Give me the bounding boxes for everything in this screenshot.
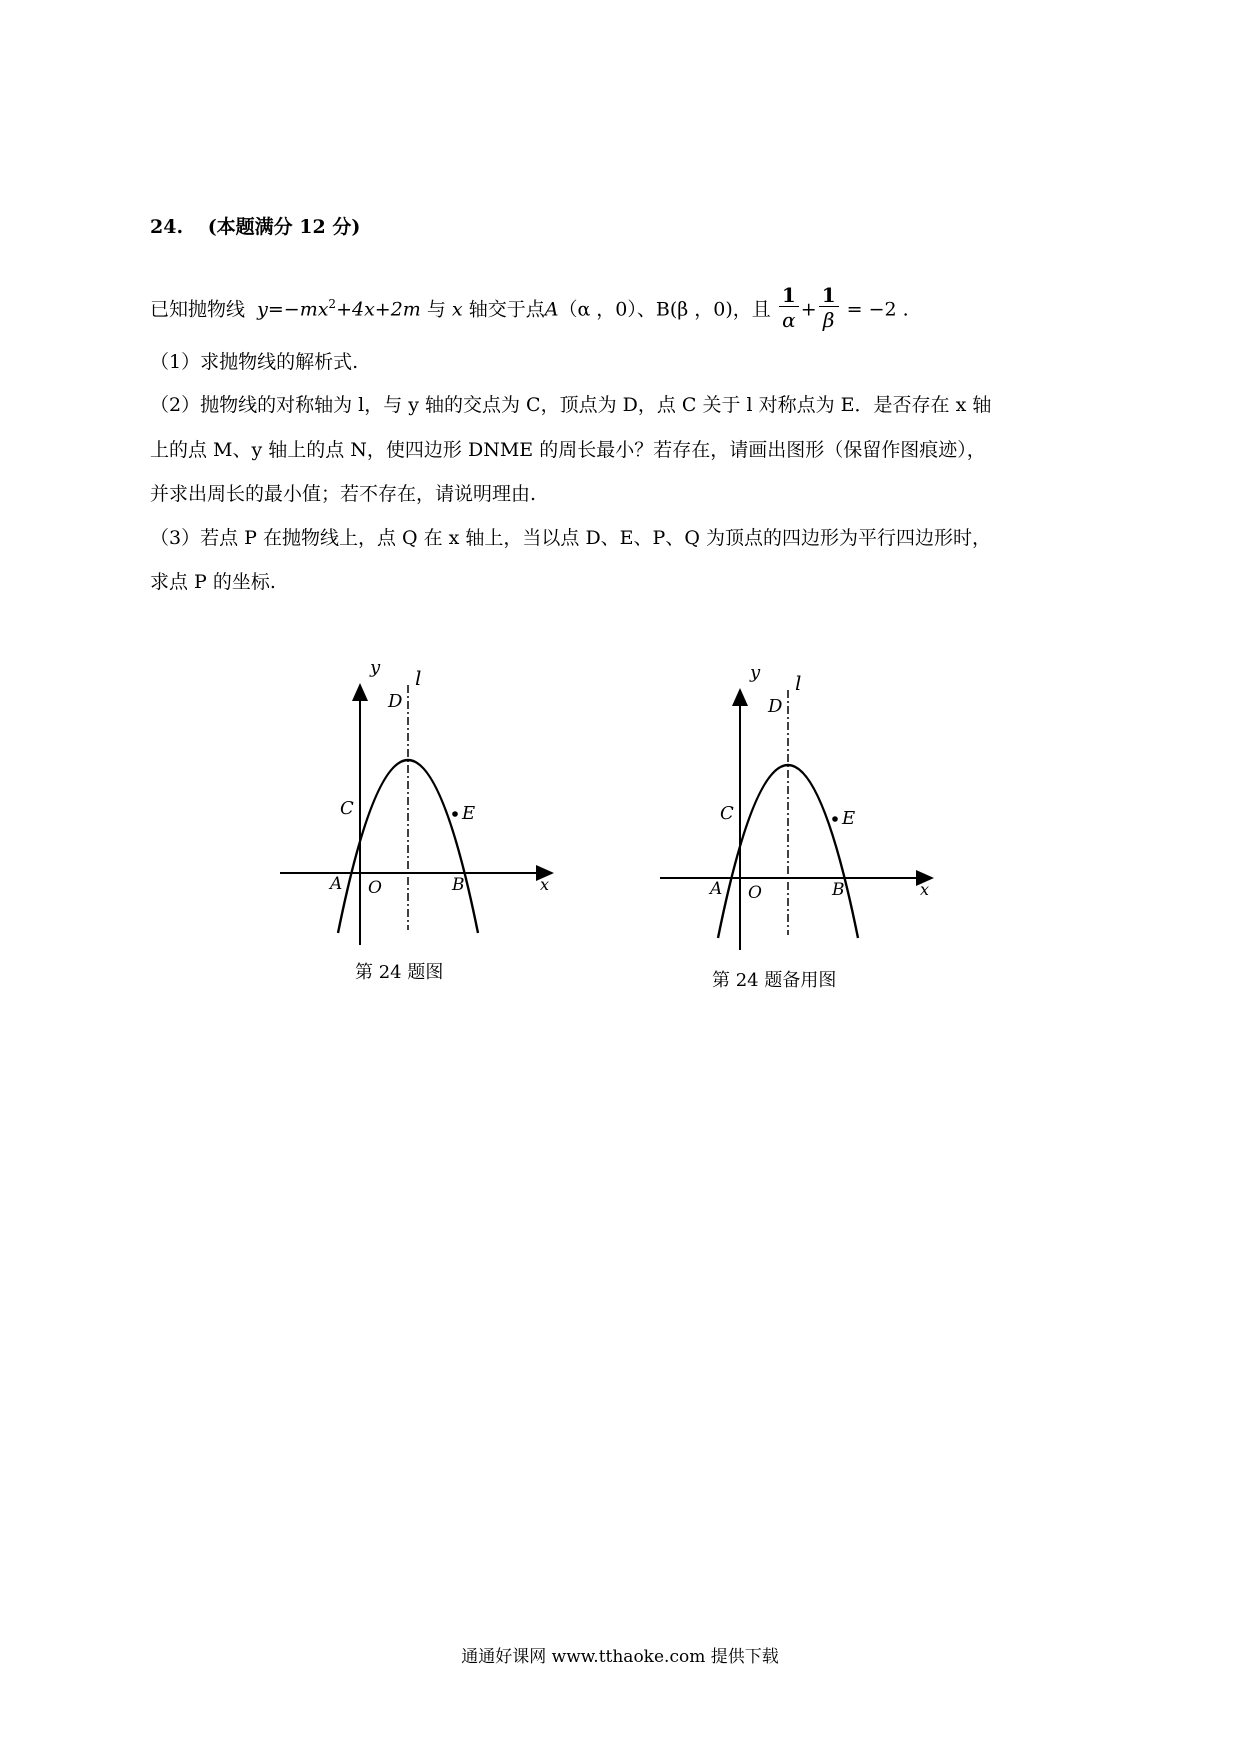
- point-e-dot: [832, 816, 838, 822]
- label-d: D: [768, 696, 783, 717]
- label-c: C: [340, 798, 354, 819]
- page-footer: 通通好课网 www.tthaoke.com 提供下载: [461, 1647, 779, 1667]
- question-intro: [150, 283, 909, 335]
- point-a-coord: （α ，0）、: [558, 298, 656, 321]
- part-3-line-2: 求点 P 的坐标.: [150, 571, 276, 593]
- part-2-line-1: （2）抛物线的对称轴为 l，与 y 轴的交点为 C，顶点为 D，点 C 关于 l 对称点为 E．是否存在 x 轴: [150, 394, 992, 416]
- formula-y: y: [257, 298, 268, 321]
- figure-24-main: [270, 655, 570, 945]
- question-number: 24.: [150, 216, 184, 238]
- label-o: O: [368, 878, 382, 898]
- plus-sign: +: [800, 298, 817, 321]
- point-e-dot: [452, 811, 458, 817]
- formula-exponent: 2: [328, 297, 337, 312]
- part-3-line-1: （3）若点 P 在抛物线上，点 Q 在 x 轴上，当以点 D、E、P、Q 为顶点的四边形为平行四边形时，: [150, 527, 991, 549]
- label-l: l: [415, 666, 422, 690]
- question-heading: [150, 212, 360, 239]
- question-points: (本题满分 12 分): [207, 216, 361, 238]
- formula-eq: =−: [267, 298, 300, 321]
- label-y: y: [750, 662, 761, 683]
- intro-prefix: 已知抛物线: [150, 298, 246, 321]
- intro-x-var: x: [451, 298, 463, 321]
- point-a-label: A: [544, 298, 559, 321]
- label-e: E: [842, 808, 856, 829]
- part-1: （1）求抛物线的解析式.: [150, 351, 359, 373]
- label-c: C: [720, 803, 734, 824]
- intro-middle2: 轴交于点: [468, 298, 545, 321]
- label-o: O: [748, 883, 762, 903]
- label-e: E: [462, 803, 476, 824]
- label-x: x: [540, 875, 550, 894]
- figure-24-backup: [650, 660, 950, 950]
- part-2-line-2: 上的点 M、y 轴上的点 N，使四边形 DNME 的周长最小？若存在，请画出图形（保留作图痕迹），: [150, 439, 986, 461]
- figure-caption-2: 第 24 题备用图: [712, 970, 837, 991]
- label-d: D: [388, 691, 403, 712]
- fraction-1-over-alpha: $\frac{1}{\alpha}$: [779, 284, 799, 333]
- label-a: A: [710, 879, 723, 899]
- parabola-diagram-2: [650, 660, 950, 950]
- label-a: A: [330, 874, 343, 894]
- point-b-text: B(β ，0)，且: [655, 298, 771, 321]
- label-l: l: [795, 671, 802, 695]
- label-b: B: [452, 875, 465, 895]
- fraction-1-over-beta: $\frac{1}{\beta}$: [819, 284, 839, 333]
- figure-caption-1: 第 24 题图: [355, 962, 444, 983]
- part-2-line-3: 并求出周长的最小值；若不存在，请说明理由.: [150, 483, 537, 505]
- formula-mx: mx: [299, 298, 329, 321]
- equation-result: = −2 .: [846, 298, 909, 321]
- label-b: B: [832, 880, 845, 900]
- label-y: y: [370, 657, 381, 678]
- formula-rest: +4x+2m: [336, 298, 421, 321]
- intro-middle: 与: [426, 298, 446, 321]
- label-x: x: [920, 880, 930, 899]
- parabola-diagram-1: [270, 655, 570, 945]
